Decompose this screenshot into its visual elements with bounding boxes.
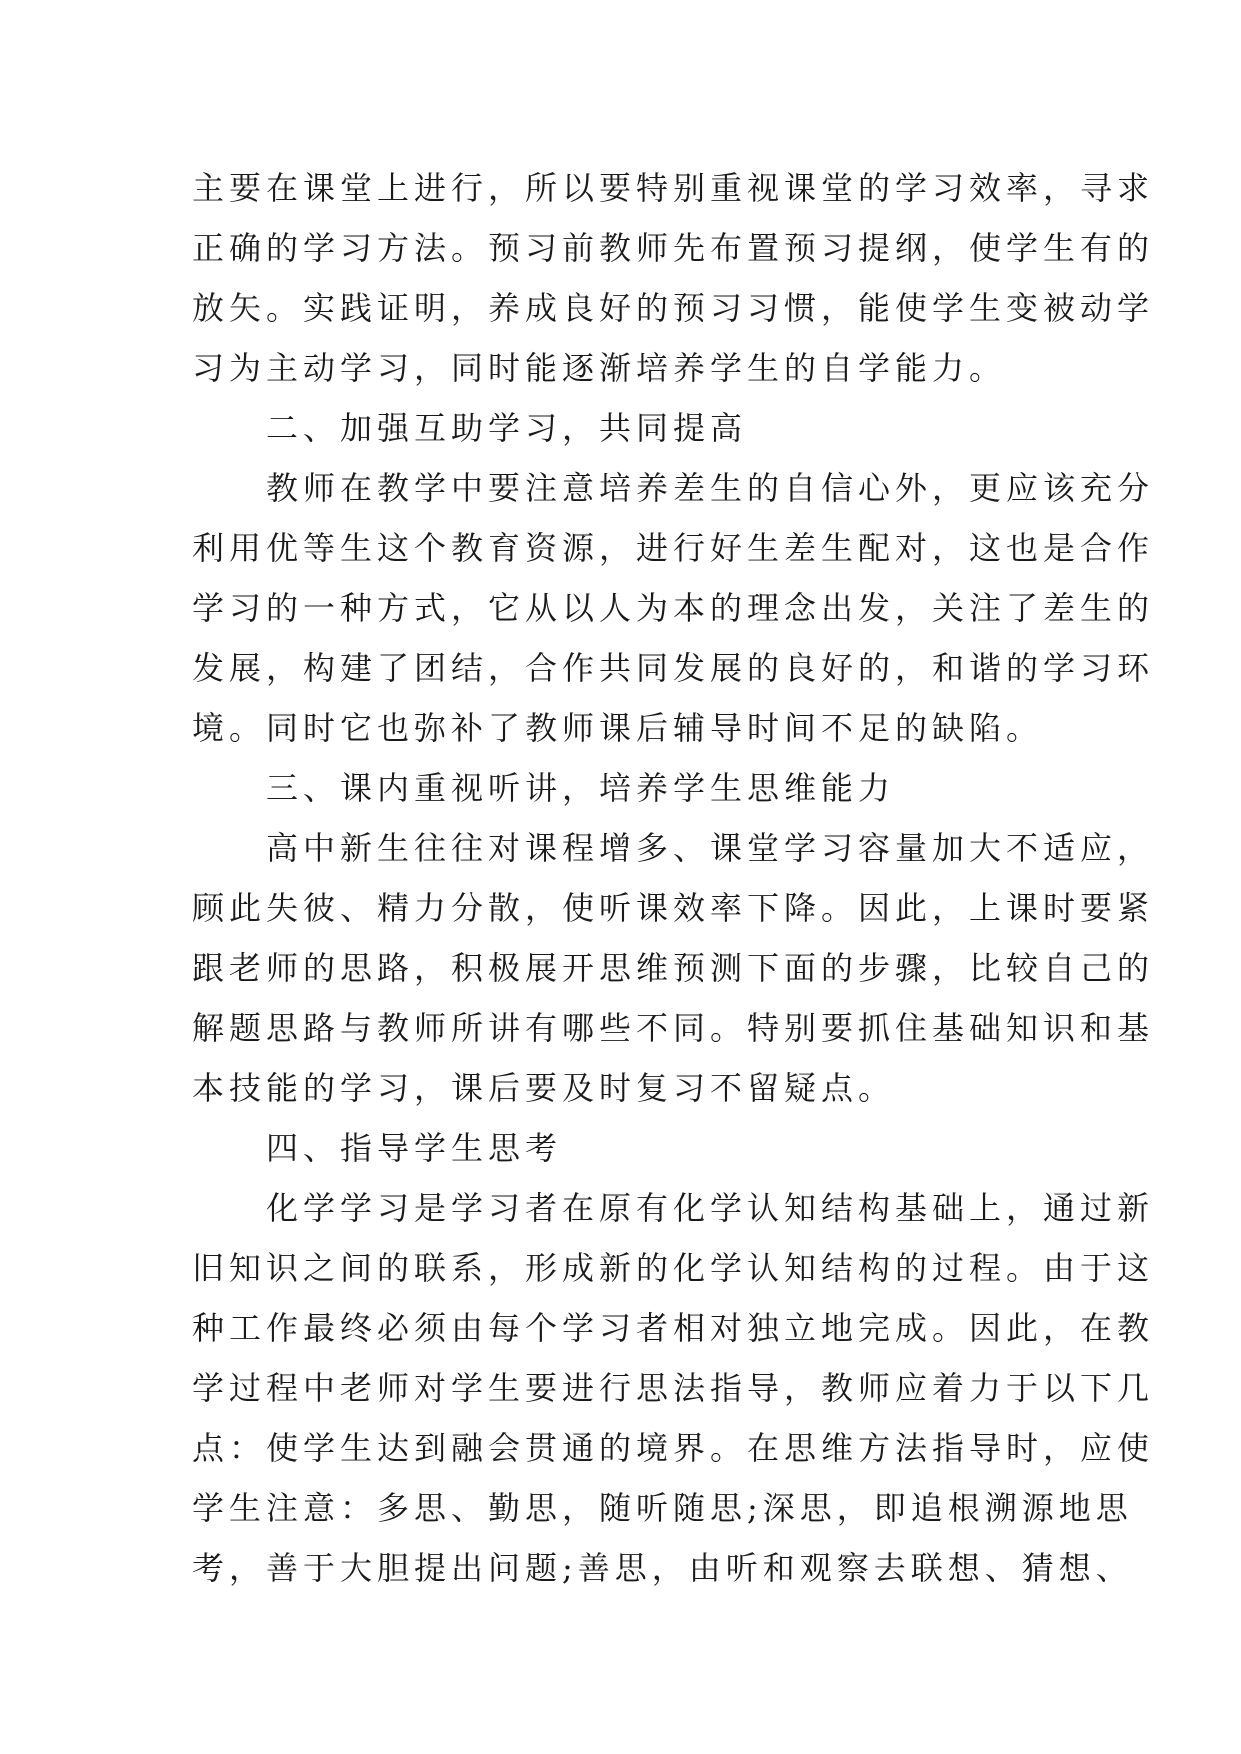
text-line: 化学学习是学习者在原有化学认知结构基础上，通过新 [192,1189,1155,1227]
section-heading: 二、加强互助学习，共同提高 [192,409,748,447]
text-line: 习为主动学习，同时能逐渐培养学生的自学能力。 [192,349,1007,387]
text-line: 学习的一种方式，它从以人为本的理念出发，关注了差生的 [192,589,1155,627]
text-line: 旧知识之间的联系，形成新的化学认知结构的过程。由于这 [192,1249,1155,1287]
text-line: 顾此失彼、精力分散，使听课效率下降。因此，上课时要紧 [192,889,1155,927]
text-line: 解题思路与教师所讲有哪些不同。特别要抓住基础知识和基 [192,1009,1155,1047]
document-body [192,158,1155,1598]
text-line: 境。同时它也弥补了教师课后辅导时间不足的缺陷。 [192,709,1044,747]
text-line: 本技能的学习，课后要及时复习不留疑点。 [192,1069,896,1107]
text-line: 高中新生往往对课程增多、课堂学习容量加大不适应， [192,829,1155,867]
text-line: 发展，构建了团结，合作共同发展的良好的，和谐的学习环 [192,649,1155,687]
section-heading: 三、课内重视听讲，培养学生思维能力 [192,769,896,807]
text-line: 学过程中老师对学生要进行思法指导，教师应着力于以下几 [192,1369,1155,1407]
text-line: 学生注意：多思、勤思，随听随思;深思，即追根溯源地思 [192,1489,1133,1527]
text-line: 利用优等生这个教育资源，进行好生差生配对，这也是合作 [192,529,1155,567]
text-line: 跟老师的思路，积极展开思维预测下面的步骤，比较自己的 [192,949,1155,987]
text-line: 正确的学习方法。预习前教师先布置预习提纲，使学生有的 [192,229,1155,267]
text-line: 种工作最终必须由每个学习者相对独立地完成。因此，在教 [192,1309,1155,1347]
text-line: 点：使学生达到融会贯通的境界。在思维方法指导时，应使 [192,1429,1155,1467]
section-heading: 四、指导学生思考 [192,1129,563,1167]
text-line: 主要在课堂上进行，所以要特别重视课堂的学习效率，寻求 [192,169,1155,207]
text-line: 放矢。实践证明，养成良好的预习习惯，能使学生变被动学 [192,289,1155,327]
text-line: 教师在教学中要注意培养差生的自信心外，更应该充分 [192,469,1155,507]
text-line: 考，善于大胆提出问题;善思，由听和观察去联想、猜想、 [192,1549,1133,1587]
